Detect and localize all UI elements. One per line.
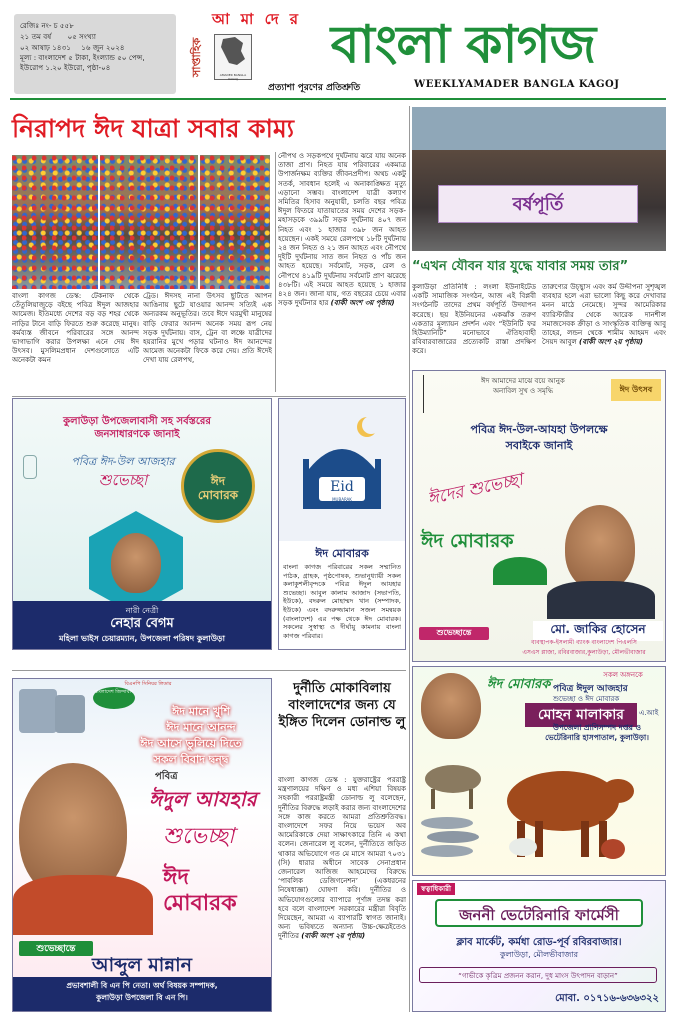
ad-holy: পবিত্র ঈদুল আজহার	[553, 684, 628, 694]
donald-continued[interactable]: (বাকী অংশ ২য় পৃষ্ঠায়)	[301, 932, 366, 941]
lead-body-col-2: ট্রেড। ঈদসহ নানা উৎসব ছুটিতে আপন আঙিনায় ছুটে যাওয়ার আনন্দ সত্যিই এক অন্যরকম অনুভূতির। তবে ঈদে ঘরমুখী মানুষের বাড়ি ফেরার আনন্দ অনেক সময় রূপ নেয় সড়ক দুর্ঘটনায়। বাস, ট্রেন বা লঞ্চে যাত্রীদের হয়রানির মুখে পড়ার ঘটনাও ঈদ আনন্দের আমেজ অনেকটা ফিকে করে দেয়। প্রতি ঈদেই দেখা যায় রেলপথ,	[143, 292, 272, 365]
column-rule-1	[275, 152, 276, 392]
ad-name: মোহন মালাকার	[525, 703, 637, 727]
livestock-illustration	[413, 751, 665, 875]
ad-name: মো. জাকির হোসেন	[533, 621, 663, 641]
ad-eid-line: পবিত্র ঈদ-উল আজহার	[71, 455, 175, 468]
ad-eid-card	[278, 398, 406, 650]
ad-top-line-2: অনাবিল সুখ ও সমৃদ্ধি	[492, 387, 554, 395]
eid-card-heading: ঈদ মোবারক	[315, 547, 369, 560]
lead-body-continuation: নৌপথ ও সড়কপথে দুর্ঘটনায় ঝরে যায় অনেক তাজা প্রাণ। নিহত যায় পরিবারের একমাত্র উপার্জনক্ষম ব্যক্তির জীবনপ্রদীপ। অথচ একটু সতর্ক, সাবধান হলেই এ অনাকাঙ্ক্ষিত মৃত্যু এড়ানো সম্ভব। বাংলাদেশ যাত্রী কল্যাণ সমিতির হিসাব অনুযায়ী, চলতি বছর পবিত্র ঈদুল ফিতরে যাতায়াতের সময় দেশের সড়ক-মহাসড়কে ৩৯৯টি সড়ক দুর্ঘটনায় ৪০৭ জন নিহত এবং ১ হাজার ৩৯৮ জন আহত হয়েছেন। একই সময়ে রেলপথে ১৮টি দুর্ঘটনায় ২৪ জন নিহত ও ২১ জন আহত এবং নৌপথে দুইটি দুর্ঘটনায় সাত জন নিহত ও পাঁচ জন আহত হয়েছে। সর্বমোট, সড়ক, রেল ও নৌপথে ৪১৯টি দুর্ঘটনায় সর্বমোট প্রাণ ঝরেছে ৪৩৮টি। এই সময়ে আহত হয়েছে ১ হাজার ৪২৪ জন। জানা যায়, গত বছরের চেয়ে এবার সড়ক দুর্ঘটনার হার	[278, 152, 406, 308]
eid-mubarak-text: ঈদ মোবারক	[197, 474, 239, 502]
hen-icon	[601, 839, 625, 859]
lead-photo-train-2	[100, 155, 198, 289]
owner-label: স্বত্বাধিকারী	[417, 883, 455, 895]
banner	[438, 185, 638, 223]
right-story-col-2	[542, 283, 666, 365]
poem-3: ঈদ আসে ভুলিয়ে দিতে	[140, 737, 242, 750]
ad-title-2: কুলাউড়া উপজেলা বি এন পি।	[96, 993, 188, 1002]
portrait-mohan-malakar	[421, 673, 481, 739]
section-rule-2	[12, 670, 406, 671]
portrait-frame	[89, 511, 183, 615]
issue-number: ০৫ সংখ্যা	[67, 32, 96, 41]
donald-body	[278, 776, 406, 1012]
lantern-icon	[423, 375, 439, 413]
date-bengali: ০২ আষাঢ় ১৪৩১	[20, 43, 71, 52]
donald-body-text: বাংলা কাগজ ডেস্ক : যুক্তরাষ্ট্রের পররাষ্ট্র মন্ত্রণালয়ের দক্ষিণ ও মধ্য এশিয়া বিষয়ক সহকারী পররাষ্ট্রমন্ত্রী ডোনাল্ড লু বলেছেন, দুর্নীতির বিরুদ্ধে লড়াই করার জন্য বাংলাদেশের সঙ্গে কাজ করতে আমরা প্রতিশ্রুতিবদ্ধ। বাংলাদেশে সফর নিয়ে ভয়েস অব আমেরিকাকে দেয়া সাক্ষাৎকারে তিনি এ কথা বলেন। জেনারেল লু বলেন, দুর্নীতিতে জড়িত থাকার অভিযোগে গত মে মাসে আমরা ৭০৩১ (সি) ধারার অধীনে সাবেক সেনাপ্রধান জেনারেল আজিজ আহমেদের বিরুদ্ধে ‘পাবলিক ডেজিগনেশন’ (একধরনের নিষেধাজ্ঞা) ঘোষণা করি। দুর্নীতির ও অভিযোগগুলোর ব্যাপারে পূর্ণাঙ্গ তদন্ত করা হবে বলে বাংলাদেশ সরকারের মন্ত্রীরা বিবৃতি দিয়েছেন, আমরা এ ব্যাপারটি স্বাগত জানাই। অন্য ভবিষ্যতে অন্যান্য উচ্চ-ক্ষেত্রইতেও দুর্নীতির	[278, 776, 406, 941]
ad-wish: শুভেচ্ছা	[98, 471, 148, 489]
issue-line	[20, 31, 170, 42]
slogan: “গাভীকে কৃত্রিম প্রজনন করান, দুধ মাংস উৎপাদন বাড়ান”	[419, 967, 657, 983]
lantern-left-icon	[23, 455, 37, 479]
right-story-body-2: তারুণ্যের উচ্ছ্বাস এবং কর্ম উদ্দীপনা সুশৃঙ্খল ব্যবহার হলে এরা ভালো কিছু করে দেখাবার মনন মাঠে নেমেছে। সুন্দর আমেরিকার ব্যারিস্টারীর থেকে আরেক দানশীল সমাজসেবক ক্রীড়া ও সাংস্কৃতিক ব্যক্তিত্ব আবু তাহের, লন্ডন থেকে শামীম আহমদ এবং সৈয়দ আবুল	[542, 283, 666, 347]
fish-icon	[421, 817, 473, 829]
badge-bd: বাংলাদেশ জিন্দাবাদ	[93, 687, 135, 709]
ad-wish: শুভেচ্ছা ও ঈদ মোবারক	[553, 695, 620, 703]
ad-greeting: কুলাউড়া উপজেলাবাসী সহ সর্বস্তরের জনসাধারণকে জানাই	[63, 416, 211, 440]
eid-mubarak-text: ঈদ মোবারক	[421, 530, 514, 552]
right-story-headline: “এখন যৌবন যার যুদ্ধে যাবার সময় তার”	[412, 259, 629, 274]
ad-top-line-1: ঈদ আমাদের মাঝে বয়ে আনুক	[481, 377, 565, 385]
logo-caption: AMADER BANGLA KAGOJ	[219, 73, 247, 81]
right-story-col-1: কুলাউড়া প্রতিনিধি : লংলা ইউনাইটেড একটি সামাজিক সংগঠন, আজ এই বিপ্লবী সংগঠনটি তাদের প্রথম বর্ষপূর্তি উদযাপন করেছে। ছয় ইউনিয়নের একঝাঁক তরুণ একতার মূল্যায়ন প্রদর্শন এবং “ইউনিটি ফর হিউম্যানিটি” মনোভাবে ঐতিহ্যবাহী রবিবারবাজারের প্রত্যেকটি রাস্তা প্রদক্ষিণ করে।	[412, 283, 536, 356]
eid-mubarak-calligraphy: ঈদ মোবারক	[163, 865, 237, 916]
leader-photo-2	[55, 695, 85, 733]
ad-wish: শুভেচ্ছান্তে	[19, 941, 93, 956]
goat-icon	[425, 765, 481, 793]
banner-text: বর্ষপূর্তি	[512, 194, 564, 215]
column-rule-2	[409, 106, 410, 1012]
ad-mohan-malakar	[412, 666, 666, 876]
ad-zakir-hossen	[412, 370, 666, 662]
lead-body-col-1: বাংলা কাগজ ডেস্ক: টেকনাফ থেকে তেঁতুলিয়াজুড়ে বইছে পবিত্র ঈদুল আজহার আমেজ। ইতিমধ্যে দেশের বড় বড় শহর থেকে নাড়ির টানে বাড়ি ফিরতে শুরু করেছে মানুষ। কর্মব্যস্ত জীবনে পরিবারের সঙ্গে আনন্দ ভাগাভাগি করার উপলক্ষ্য এনে দেয় ঈদ উৎসব। মুসলিমপ্রধান দেশগুলোতে এটি অনেকটা কমন	[12, 292, 139, 365]
eid-mubarak-art: ঈদ মোবারক	[487, 677, 551, 692]
eid-ul-azha: ঈদুল আযহার	[149, 787, 257, 811]
holy-label: পবিত্র	[155, 771, 178, 782]
lead-continued-note[interactable]: (বাকী অংশ ৩য় পৃষ্ঠায়)	[330, 299, 395, 308]
year-number: ২১ তম বর্ষ	[20, 32, 52, 41]
poem-2: ঈদ মানে আনন্দ	[166, 721, 236, 734]
portrait-zakir-hossen	[565, 505, 635, 591]
poem-4: সকল বিবাদ দ্বন্দ্ব	[153, 753, 229, 766]
masthead	[0, 0, 676, 100]
ad-top: সকল অঙ্গনকে	[603, 671, 643, 679]
role-label-top: নারী নেত্রী	[125, 606, 159, 615]
ad-title-2: উপজেলা প্রাণিসম্পদ দপ্তর ও	[552, 723, 642, 732]
leader-photo-1	[19, 689, 57, 733]
poem-1: ঈদ মানে খুশি	[172, 705, 230, 718]
mubarak-word: MUBARAK	[332, 497, 352, 502]
phone-number[interactable]: মোবা. ০১৭১৬-৬৩৬৩২২	[555, 993, 659, 1004]
weekly-label: সাপ্তাহিক	[190, 37, 203, 77]
shop-name: জননী ভেটেরিনারি ফার্মেসী	[435, 899, 643, 927]
amader-label: আ মা দে র	[212, 10, 302, 28]
masthead-rule	[10, 98, 666, 100]
english-title: WEEKLYAMADER BANGLA KAGOJ	[414, 79, 620, 90]
newspaper-title: বাংলা কাগজ	[330, 15, 596, 75]
ad-wish: শুভেচ্ছান্তে	[419, 627, 489, 640]
date-gregorian: ১৬ জুন ২০২৪	[81, 43, 125, 52]
registration-number: রেজিঃ নং- চ ৫৫৮	[20, 21, 74, 30]
eid-badge: ঈদ উৎসব	[611, 379, 661, 401]
tagline: প্রত্যাশা পূরণের প্রতিশ্রুতি	[268, 83, 361, 93]
script-greeting: ঈদের শুভেচ্ছা	[425, 469, 525, 510]
ad-title-1: প্রভাবশালী বি এন পি নেতা। অর্থ বিষয়ক সম্পাদক,	[66, 981, 218, 990]
shubhechha: শুভেচ্ছা	[163, 824, 235, 849]
eid-mubarak-badge	[181, 449, 255, 523]
ad-nehar-begum	[12, 398, 272, 650]
issue-info-box	[14, 14, 176, 94]
party-label: বিএনপি সিনিয়র লিডার	[124, 681, 172, 687]
candidate-title: মহিলা ভাইস চেয়ারম্যান, উপজেলা পরিষদ কুলাউড়া	[59, 634, 225, 643]
ad-abdul-mannan	[12, 678, 272, 1012]
portrait-shirt	[13, 875, 153, 935]
masthead-logo	[214, 34, 252, 80]
ad-heading-1: পবিত্র ঈদ-উল-আযহা উপলক্ষে	[470, 423, 608, 436]
ad-janani-veterinary	[412, 880, 666, 1012]
donald-headline: দুর্নীতি মোকাবিলায় বাংলাদেশের জন্য যে ইঙ্গিত দিলেন ডোনাল্ড লু	[278, 681, 406, 730]
lead-headline: নিরাপদ ঈদ যাত্রা সবার কাম্য	[12, 114, 295, 143]
eid-card-body: বাংলা কাগজ পরিবারের সকল সম্মানিত পাঠক, গ্রাহক, পৃষ্ঠপোষক, শুভানুধ্যায়ী সকল কলাকুশলীবৃন্দকে পবিত্র ঈদুল আযহার শুভেচ্ছা। আবুল কালাম আজাদ (সভাপতি, ইউকে), বদরুল মোহাম্মদ খান (সম্পাদক, ইউকে) এবং বদরুজ্জামান সজল সমন্বয়ক (বাংলাদেশ) এর পক্ষ থেকে ঈদ মোবারক। সকলের সুস্বাস্থ্য ও দীর্ঘায়ু কামনায় বাংলা কাগজ পরিবার।	[283, 563, 401, 640]
mosque-silhouette-icon	[493, 557, 547, 585]
mosque-icon	[279, 399, 405, 541]
duck-icon	[509, 838, 537, 856]
candidate-name: নেহার বেগম	[110, 616, 174, 631]
ad-title-3: ভেটেরিনারি হাসপাতাল, কুলাউড়া।	[545, 733, 649, 742]
ad-title-2: এসএস প্লাজা, রবিরবাজার,কুলাউড়া, মৌলভীবাজার	[522, 649, 646, 656]
section-rule	[12, 396, 406, 397]
portrait-nehar-begum	[111, 533, 161, 593]
lead-photo-train-3	[200, 155, 270, 289]
right-story-continued[interactable]: (বাকী অংশ ২য় পৃষ্ঠায়)	[579, 338, 643, 347]
eid-word: Eid	[330, 479, 354, 495]
price-info: মূল্য : বাংলাদেশ ৫ টাকা, ইংল্যান্ড ৫০ পেন্স, ইউরোপ ১.২০ ইউরো, পৃষ্ঠা-০৪	[20, 53, 145, 72]
right-story-photo	[412, 107, 666, 251]
ad-title-1: ব্যবস্থাপক-ইসলামী ব্যাংক বাংলাদেশ পিএলসি	[531, 639, 637, 646]
bangladesh-map-icon	[215, 35, 251, 69]
address-2: কুলাউড়া, মৌলভীবাজার	[499, 950, 579, 959]
lead-photo-train-1	[12, 155, 98, 289]
address-1: ক্লাব মার্কেট, কর্মধা রোড-পূর্ব রবিরবাজার।	[456, 937, 622, 948]
lead-body-col-3	[278, 152, 406, 396]
ad-title-1: এ.আই	[639, 709, 659, 717]
date-line	[20, 42, 170, 53]
portrait-suit	[547, 581, 655, 619]
ad-heading-2: সবাইকে জানাই	[505, 439, 573, 452]
ad-name: আব্দুল মান্নান	[91, 954, 193, 976]
eid-card-art	[279, 399, 405, 541]
